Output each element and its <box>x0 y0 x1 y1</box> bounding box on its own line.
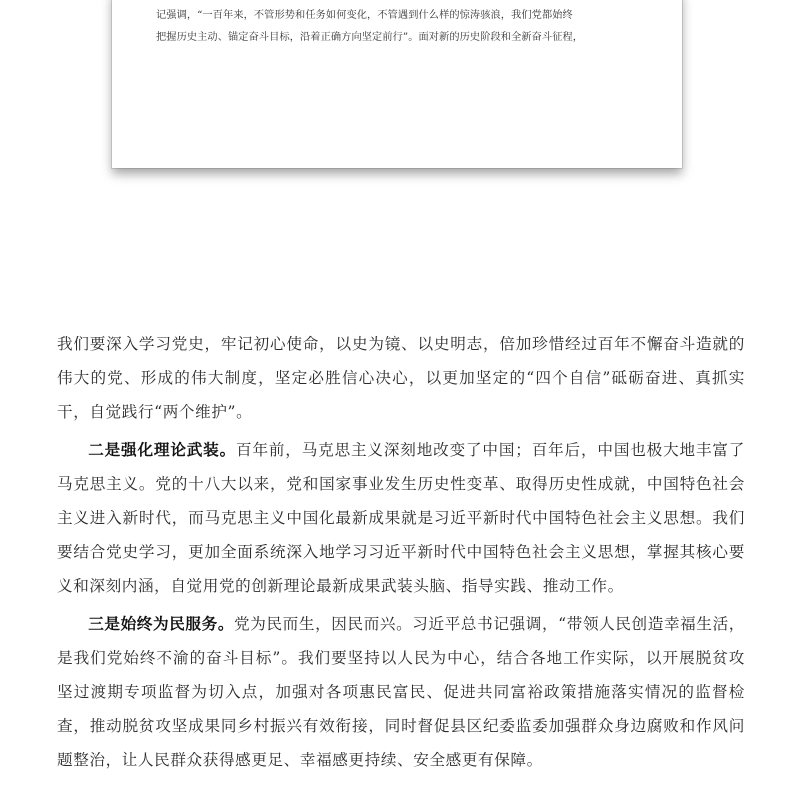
paragraph-theory <box>57 433 745 603</box>
paragraph-heading-theory: 二是强化理论武装。 <box>88 440 237 459</box>
article-body <box>57 327 745 777</box>
paragraph-text-people: 党为民而生，因民而兴。习近平总书记强调，“带领人民创造幸福生活，是我们党始终不渝的奋斗目标”。我们要坚持以人民为中心，结合各地工作实际，以开展脱贫攻坚过渡期专项监督为切入点，加强对各项惠民富民、促进共同富裕政策措施落实情况的监督检查，推动脱贫攻坚成果同乡村振兴有效衔接，同时督促县区纪委监委加强群众身边腐败和作风问题整治，让人民群众获得感更足、幸福感更持续、安全感更有保障。 <box>57 615 745 769</box>
preview-line-1: 记强调，“一百年来，不管形势和任务如何变化，不管遇到什么样的惊涛骇浪，我们党都始终 <box>156 10 573 21</box>
preview-line-2: 把握历史主动、锚定奋斗目标，沿着正确方向坚定前行”。面对新的历史阶段和全新奋斗征程， <box>156 32 584 43</box>
paragraph-text-theory: 百年前，马克思主义深刻地改变了中国；百年后，中国也极大地丰富了马克思主义。党的十八大以来，党和国家事业发生历史性变革、取得历史性成就，中国特色社会主义进入新时代，而马克思主义中国化最新成果就是习近平新时代中国特色社会主义思想。我们要结合党史学习，更加全面系统深入地学习习近平新时代中国特色社会主义思想，掌握其核心要义和深刻内涵，自觉用党的创新理论最新成果武装头脑、指导实践、推动工作。 <box>57 441 745 595</box>
page-preview-card <box>112 0 682 168</box>
paragraph-people <box>57 607 745 777</box>
paragraph-continuation: 我们要深入学习党史，牢记初心使命，以史为镜、以史明志，倍加珍惜经过百年不懈奋斗造就的伟大的党、形成的伟大制度，坚定必胜信心决心，以更加坚定的“四个自信”砥砺奋进、真抓实干，自觉践行“两个维护”。 <box>57 335 745 421</box>
paragraph-heading-people: 三是始终为民服务。 <box>88 614 235 633</box>
